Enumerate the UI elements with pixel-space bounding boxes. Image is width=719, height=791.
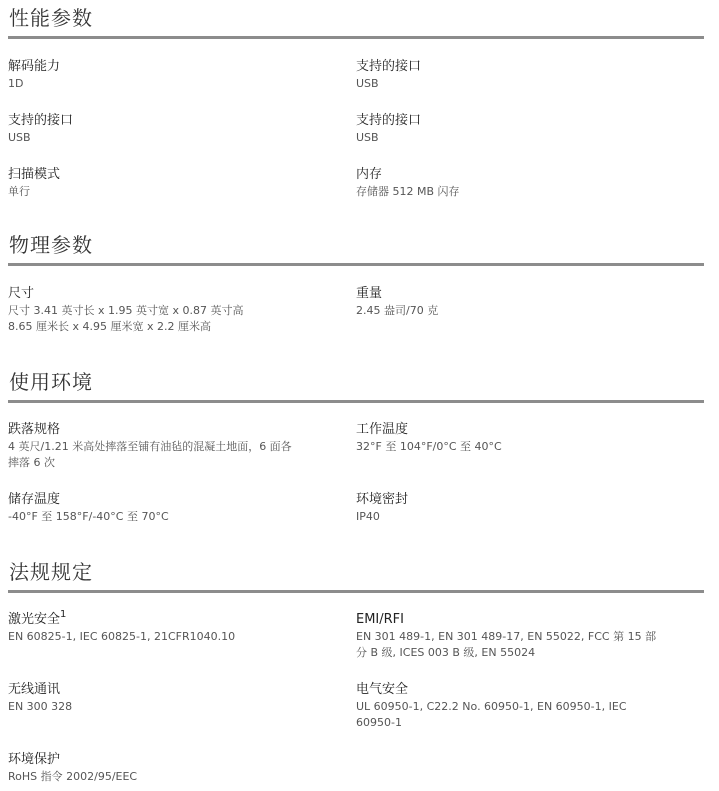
section-divider — [8, 400, 704, 403]
spec-value: USB — [356, 77, 379, 90]
section-divider — [8, 263, 704, 266]
spec-value: IP40 — [356, 510, 380, 523]
section-title: 物理参数 — [9, 233, 93, 257]
spec-value-line: 摔落 6 次 — [8, 456, 55, 469]
spec-label: 扫描模式 — [8, 167, 61, 182]
section-divider — [8, 36, 704, 39]
spec-value: USB — [8, 131, 31, 144]
spec-value: 1D — [8, 77, 24, 90]
section-divider — [8, 590, 704, 593]
spec-value-line: EN 301 489-1, EN 301 489-17, EN 55022, FCC 第 15 部 — [356, 630, 657, 643]
spec-label: 环境密封 — [356, 492, 409, 507]
spec-label — [8, 611, 328, 629]
spec-label-text: 激光安全 — [8, 612, 61, 627]
section-regulatory — [8, 560, 704, 593]
section-performance — [8, 6, 704, 39]
spec-item-scan-mode — [8, 166, 328, 200]
spec-item-laser-safety — [8, 611, 328, 645]
spec-item-operating-temp — [356, 421, 686, 455]
spec-label: 储存温度 — [8, 492, 61, 507]
spec-value-line: 8.65 厘米长 x 4.95 厘米宽 x 2.2 厘米高 — [8, 320, 211, 333]
spec-item-weight — [356, 285, 686, 319]
spec-item-drop-spec — [8, 421, 328, 471]
spec-label: 工作温度 — [356, 422, 409, 437]
spec-label: 环境保护 — [8, 752, 61, 767]
spec-item-interface — [356, 112, 686, 146]
spec-item-electrical-safety — [356, 681, 686, 731]
spec-item-emi-rfi — [356, 611, 686, 661]
spec-value: 存储器 512 MB 闪存 — [356, 185, 460, 198]
spec-label: 内存 — [356, 167, 383, 182]
spec-label: 无线通讯 — [8, 682, 61, 697]
spec-value: EN 300 328 — [8, 700, 73, 713]
spec-value-line: 尺寸 3.41 英寸长 x 1.95 英寸宽 x 0.87 英寸高 — [8, 304, 244, 317]
spec-value-line: 60950-1 — [356, 716, 402, 729]
section-environment — [8, 370, 704, 403]
spec-label: 跌落规格 — [8, 422, 61, 437]
section-title: 使用环境 — [9, 370, 93, 394]
spec-value: RoHS 指令 2002/95/EEC — [8, 770, 138, 783]
section-title: 法规规定 — [9, 560, 93, 584]
spec-value: 单行 — [8, 185, 30, 198]
spec-item-storage-temp — [8, 491, 328, 525]
footnote-marker: 1 — [60, 609, 67, 620]
spec-value: 32°F 至 104°F/0°C 至 40°C — [356, 440, 502, 453]
section-physical — [8, 233, 704, 266]
spec-item-decode — [8, 58, 328, 92]
spec-item-sealing — [356, 491, 686, 525]
spec-item-interface — [8, 112, 328, 146]
spec-item-interface — [356, 58, 686, 92]
section-title: 性能参数 — [9, 6, 93, 30]
spec-label: 电气安全 — [356, 682, 409, 697]
spec-value-line: 分 B 级, ICES 003 B 级, EN 55024 — [356, 646, 536, 659]
spec-label: 尺寸 — [8, 286, 35, 301]
spec-item-memory — [356, 166, 686, 200]
spec-item-wireless — [8, 681, 328, 715]
spec-value: EN 60825-1, IEC 60825-1, 21CFR1040.10 — [8, 630, 236, 643]
spec-label: 重量 — [356, 286, 383, 301]
spec-item-dimensions — [8, 285, 328, 335]
spec-value-line: 4 英尺/1.21 米高处摔落至铺有油毡的混凝土地面，6 面各 — [8, 440, 292, 453]
spec-label: EMI/RFI — [356, 612, 404, 627]
spec-label: 支持的接口 — [8, 113, 74, 128]
spec-value: 2.45 盎司/70 克 — [356, 304, 439, 317]
spec-value: USB — [356, 131, 379, 144]
spec-label: 解码能力 — [8, 59, 61, 74]
spec-item-environmental — [8, 751, 328, 785]
spec-value: -40°F 至 158°F/-40°C 至 70°C — [8, 510, 169, 523]
spec-label: 支持的接口 — [356, 59, 422, 74]
spec-value-line: UL 60950-1, C22.2 No. 60950-1, EN 60950-1, IEC — [356, 700, 627, 713]
spec-label: 支持的接口 — [356, 113, 422, 128]
